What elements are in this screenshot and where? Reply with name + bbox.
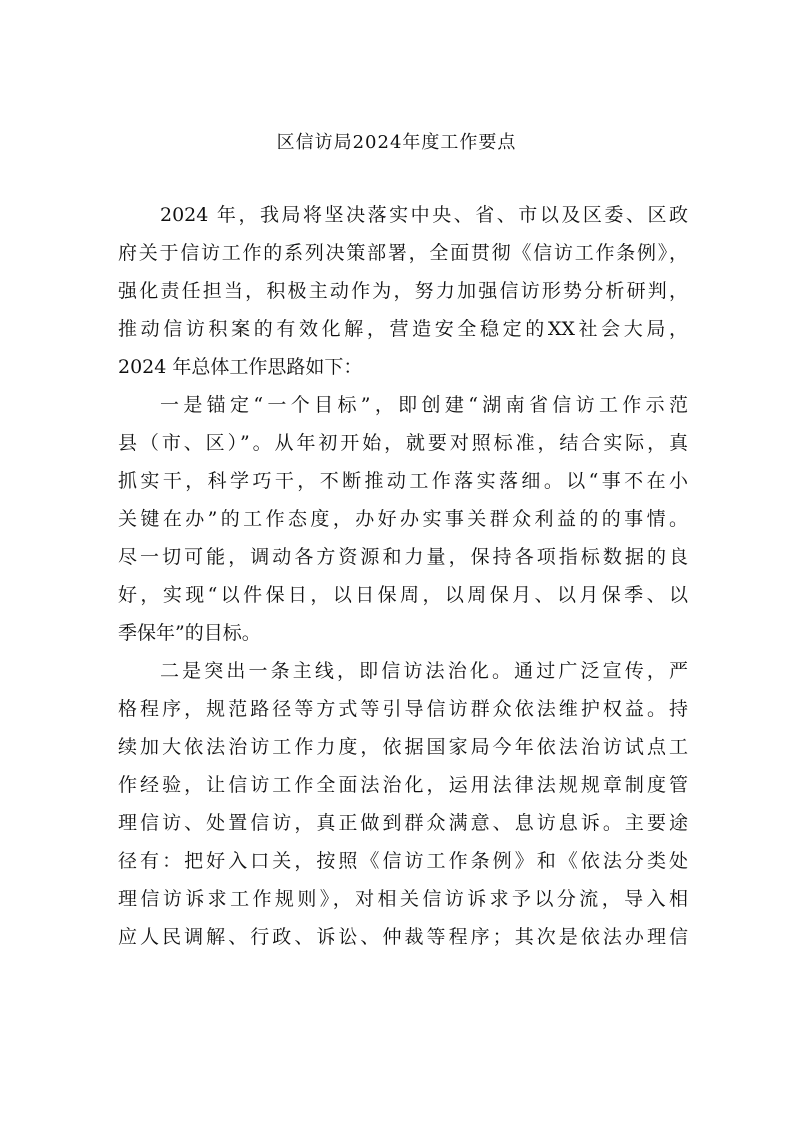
paragraph-line: 府关于信访工作的系列决策部署，全面贯彻《信访工作条例》， [118,242,688,264]
paragraph-line: 径有：把好入口关，按照《信访工作条例》和《依法分类处 [118,850,688,872]
paragraph-line: 二是突出一条主线，即信访法治化。通过广泛宣传，严 [160,660,688,682]
paragraph-line: 尽一切可能，调动各方资源和力量，保持各项指标数据的良 [118,546,688,568]
paragraph-line: 格程序，规范路径等方式等引导信访群众依法维护权益。持 [118,698,688,720]
paragraph-line: 强化责任担当，积极主动作为，努力加强信访形势分析研判， [118,280,688,302]
paragraph-line: 一是锚定“一个目标”，即创建“湖南省信访工作示范 [160,394,688,416]
paragraph-line: 2024 年，我局将坚决落实中央、省、市以及区委、区政 [160,204,688,226]
paragraph-line: 好，实现“以件保日，以日保周，以周保月、以月保季、以 [118,584,688,606]
paragraph-line: 续加大依法治访工作力度，依据国家局今年依法治访试点工 [118,736,688,758]
paragraph-line: 应人民调解、行政、诉讼、仲裁等程序；其次是依法办理信 [118,926,688,948]
paragraph-line: 2024 年总体工作思路如下： [118,356,363,378]
paragraph-line: 关键在办”的工作态度，办好办实事关群众利益的的事情。 [118,508,688,530]
paragraph-line: 季保年”的目标。 [118,622,261,644]
document-body [118,196,688,956]
paragraph-line: 县（市、区）”。从年初开始，就要对照标准，结合实际，真 [118,432,688,454]
paragraph-line: 作经验，让信访工作全面法治化，运用法律法规规章制度管 [118,774,688,796]
paragraph-line: 推动信访积案的有效化解，营造安全稳定的XX社会大局， [118,318,688,340]
paragraph-line: 理信访诉求工作规则》，对相关信访诉求予以分流，导入相 [118,888,688,910]
document-title: 区信访局2024年度工作要点 [276,132,517,153]
paragraph-line: 理信访、处置信访，真正做到群众满意、息访息诉。主要途 [118,812,688,834]
paragraph-line: 抓实干，科学巧干，不断推动工作落实落细。以“事不在小 [118,470,688,492]
